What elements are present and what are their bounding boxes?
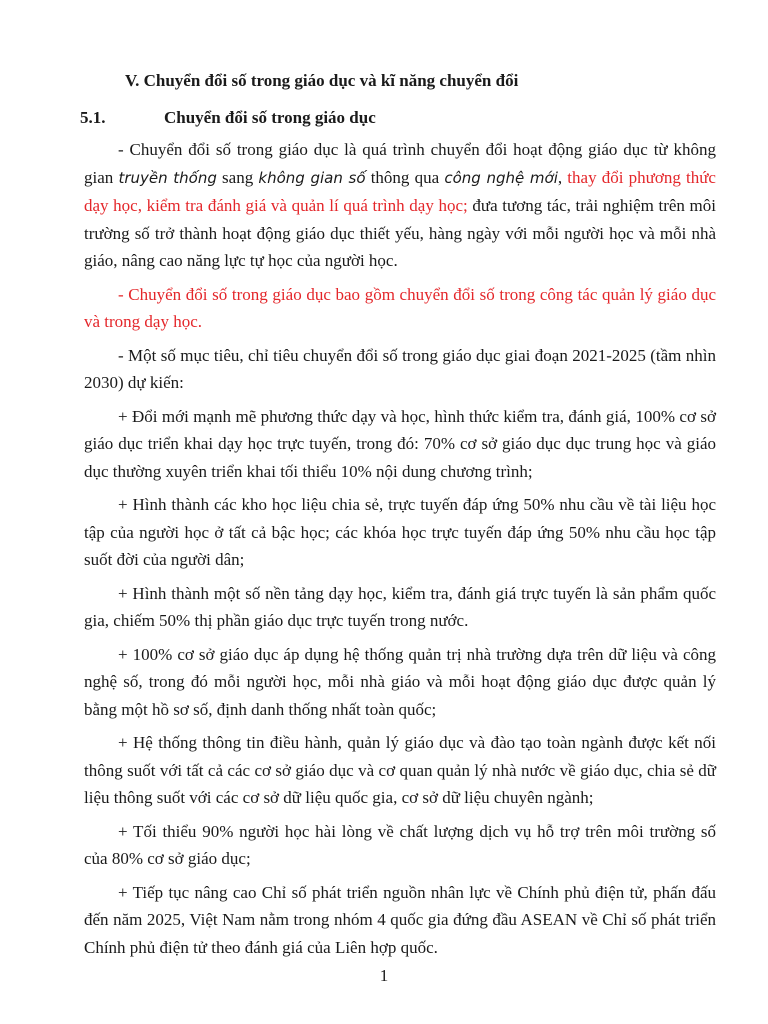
- section-title: Chuyển đổi số trong giáo dục: [164, 108, 376, 127]
- goal-item-7: + Tiếp tục nâng cao Chỉ số phát triển nguồn nhân lực về Chính phủ điện tử, phấn đấu đến năm 2025, Việt Nam nằm trong nhóm 4 quốc gia đứng đầu ASEAN về Chỉ số phát triển Chính phủ điện tử theo đánh giá của Liên hợp quốc.: [84, 882, 716, 957]
- paragraph-definition: [84, 136, 716, 275]
- goal-item-2: + Hình thành các kho học liệu chia sẻ, trực tuyến đáp ứng 50% nhu cầu về tài liệu học tập của người học ở tất cả bậc học; các khóa học trực tuyến đáp ứng 50% nhu cầu học tập suốt đời của người dân;: [84, 495, 716, 569]
- goal-item-4: + 100% cơ sở giáo dục áp dụng hệ thống quản trị nhà trường dựa trên dữ liệu và công nghệ số, trong đó mỗi người học, mỗi nhà giáo và mỗi hoạt động giáo dục được quản lý bằng một hồ sơ số, định danh thống nhất toàn quốc;: [84, 644, 716, 719]
- definition-text-i: đưa tương tác, trải nghiệm trên môi trường số trở thành hoạt động giáo dục thiết yếu, hàng ngày với mỗi người học và mỗi nhà giáo, nâng cao năng lực tự học của người học.: [84, 196, 716, 270]
- definition-term-new-tech: công nghệ mới: [444, 168, 558, 187]
- chapter-heading: V. Chuyển đổi số trong giáo dục và kĩ năng chuyển đổi: [125, 71, 519, 90]
- section-heading: [80, 104, 716, 132]
- goal-item-3: + Hình thành một số nền tảng dạy học, kiểm tra, đánh giá trực tuyến là sản phẩm quốc gia, chiếm 50% thị phần giáo dục trực tuyến trong nước.: [84, 583, 716, 630]
- page-number: 1: [379, 966, 389, 985]
- section-number: 5.1.: [80, 108, 106, 127]
- definition-term-traditional: truyền thống: [118, 168, 217, 187]
- paragraph-goals-intro: - Một số mục tiêu, chỉ tiêu chuyển đổi số trong giáo dục giai đoạn 2021-2025 (tầm nhìn 2030) dự kiến:: [84, 345, 716, 392]
- definition-highlight: thay đổi phương thức dạy học, kiểm tra đánh giá và quản lí quá trình dạy học;: [84, 167, 716, 215]
- definition-text-g: ,: [557, 167, 568, 187]
- goal-item-5: + Hệ thống thông tin điều hành, quản lý giáo dục và đào tạo toàn ngành được kết nối thông suốt với tất cả các cơ sở giáo dục và cơ quan quản lý nhà nước về giáo dục, chia sẻ dữ liệu thông suốt với các cơ sở dữ liệu quốc gia, cơ sở dữ liệu chuyên ngành;: [84, 733, 716, 807]
- definition-term-digital-space: không gian số: [258, 168, 366, 187]
- definition-text-c: sang: [216, 167, 259, 187]
- definition-text-a: - Chuyển đổi số trong giáo dục là quá trình chuyển đổi hoạt động giáo dục từ không gian: [84, 140, 716, 187]
- paragraph-scope: - Chuyển đổi số trong giáo dục bao gồm chuyển đổi số trong công tác quản lý giáo dục và trong dạy học.: [84, 284, 716, 331]
- goal-item-6: + Tối thiểu 90% người học hài lòng về chất lượng dịch vụ hỗ trợ trên môi trường số của 80% cơ sở giáo dục;: [84, 821, 716, 868]
- document-page: [80, 66, 716, 961]
- definition-text-e: thông qua: [365, 167, 445, 187]
- goal-item-1: + Đổi mới mạnh mẽ phương thức dạy và học, hình thức kiểm tra, đánh giá, 100% cơ sở giáo dục triển khai dạy học trực tuyến, trong đó: 70% cơ sở giáo dục dục trung học và giáo dục thường xuyên triển khai tối thiểu 10% nội dung chương trình;: [84, 406, 716, 481]
